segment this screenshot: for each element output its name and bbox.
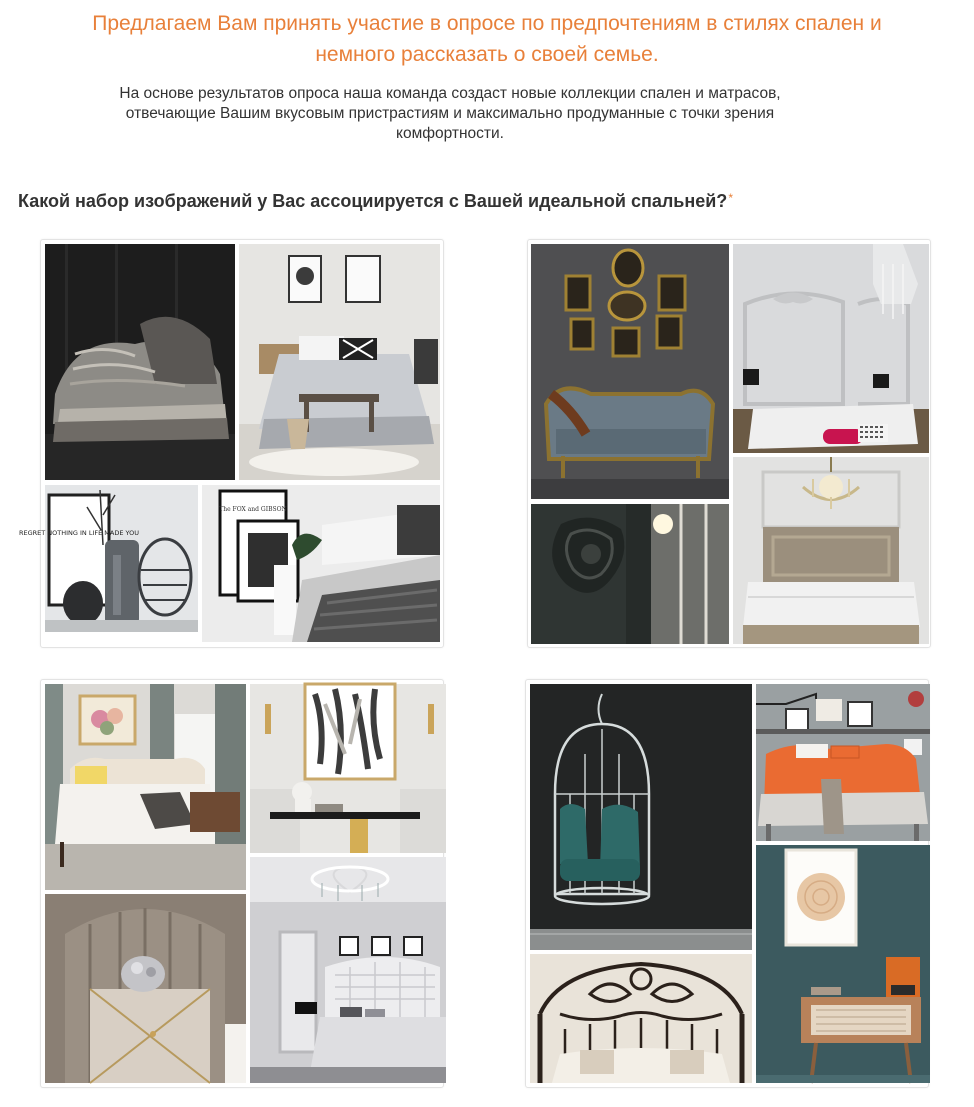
question-text: Какой набор изображений у Вас ассоциируется с Вашей идеальной спальней? [18,191,728,211]
option-card-glamour[interactable] [40,679,444,1088]
upholstered-headboard-photo [45,894,246,1083]
option-card-classic[interactable] [527,239,931,648]
chandelier-bed-photo [733,457,929,644]
required-marker: * [728,191,733,205]
option-card-loft[interactable] [525,679,929,1088]
caption-text: REGRET NOTHING IN LIFE MADE YOU [18,529,140,537]
teal-wall-cabinet-photo [756,845,930,1083]
headline-line-1: Предлагаем Вам принять участие в опросе по предпочтениям в стилях спален и [92,12,882,35]
hanging-chair-photo [530,684,752,950]
headline-line-2: немного рассказать о своей семье. [315,43,659,66]
intro-line-2: отвечающие Вашим вкусовым пристрастиям и максимально продуманные с точки зрения [125,105,775,122]
knit-blankets-photo [45,244,235,480]
molding-bedroom-photo [733,244,929,453]
iron-bed-photo [530,954,752,1083]
question-title [18,189,918,213]
survey-intro [50,84,850,144]
lanterns-vases-photo [18,485,198,632]
frames-sofa-photo [531,244,729,499]
intro-line-1: На основе результатов опроса наша команда создаст новые коллекции спален и матрасов, [119,85,781,102]
bedroom-prints-photo [239,244,440,480]
option-card-scandinavian[interactable] [18,239,444,648]
abstract-art-console-photo [250,684,446,853]
bedroom-flowers-photo [45,684,246,890]
orange-bedding-photo [756,684,930,841]
carved-panel-photo [531,504,729,644]
pillows-bed-photo [202,485,440,642]
frame-text: The FOX and GIBSON [219,506,287,513]
tufted-bed-photo [250,857,446,1083]
intro-line-3: комфортности. [396,125,504,142]
survey-headline [20,8,954,70]
